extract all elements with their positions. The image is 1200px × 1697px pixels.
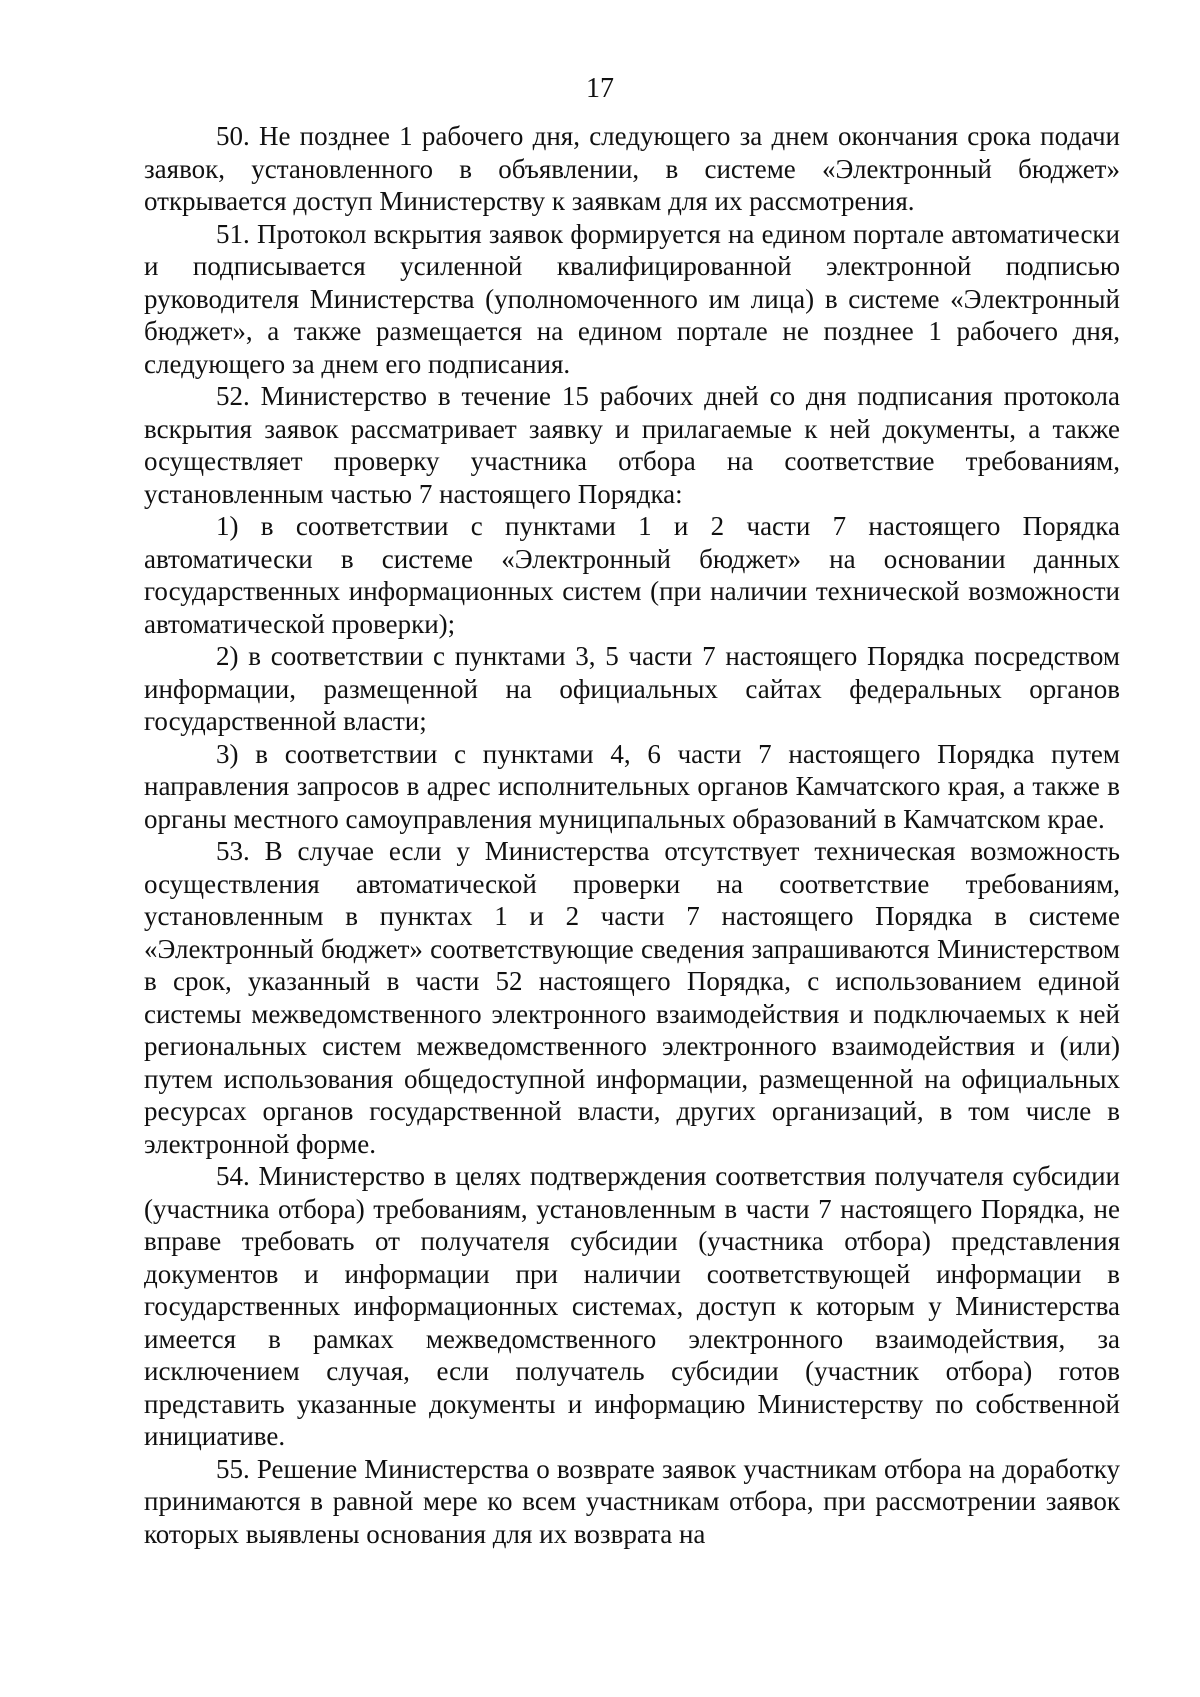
paragraph-54: 54. Министерство в целях подтверждения соответствия получателя субсидии (участника отбора) требованиям, установленным в части 7 настоящего Порядка, не вправе требовать от получателя субсидии (участника отбора) представления документов и информации при наличии соответствующей информации в государственных информационных системах, доступ к которым у Министерства имеется в рамках межведомственного электронного взаимодействия, за исключением случая, если получатель субсидии (участник отбора) готов представить указанные документы и информацию Министерству по собственной инициативе.: [144, 1161, 1120, 1451]
paragraph-55: 55. Решение Министерства о возврате заявок участникам отбора на доработку принимаются в равной мере ко всем участникам отбора, при рассмотрении заявок которых выявлены основания для их возврата на: [144, 1453, 1120, 1549]
paragraph-52-item-2: 2) в соответствии с пунктами 3, 5 части 7 настоящего Порядка посредством информации, размещенной на официальных сайтах федеральных органов государственной власти;: [144, 641, 1120, 736]
page-number: 17: [586, 73, 614, 104]
paragraph-53: 53. В случае если у Министерства отсутствует техническая возможность осуществления автоматической проверки на соответствие требованиям, установленным в пунктах 1 и 2 части 7 настоящего Порядка в системе «Электронный бюджет» соответствующие сведения запрашиваются Министерством в срок, указанный в части 52 настоящего Порядка, с использованием единой системы межведомственного электронного взаимодействия и подключаемых к ней региональных систем межведомственного электронного взаимодействия и (или) путем использования общедоступной информации, размещенной на официальных ресурсах органов государственной власти, других организаций, в том числе в электронной форме.: [144, 836, 1120, 1159]
paragraph-52-item-3: 3) в соответствии с пунктами 4, 6 части 7 настоящего Порядка путем направления запросов в адрес исполнительных органов Камчатского края, а также в органы местного самоуправления муниципальных образований в Камчатском крае.: [144, 738, 1120, 834]
paragraph-52: 52. Министерство в течение 15 рабочих дней со дня подписания протокола вскрытия заявок рассматривает заявку и прилагаемые к ней документы, а также осуществляет проверку участника отбора на соответствие требованиям, установленным частью 7 настоящего Порядка:: [144, 381, 1120, 509]
paragraph-51: 51. Протокол вскрытия заявок формируется на едином портале автоматически и подписывается усиленной квалифицированной электронной подписью руководителя Министерства (уполномоченного им лица) в системе «Электронный бюджет», а также размещается на едином портале не позднее 1 рабочего дня, следующего за днем его подписания.: [144, 218, 1120, 379]
document-body: [144, 120, 1120, 1550]
paragraph-50: 50. Не позднее 1 рабочего дня, следующего за днем окончания срока подачи заявок, установленного в объявлении, в системе «Электронный бюджет» открывается доступ Министерству к заявкам для их рассмотрения.: [144, 121, 1120, 216]
paragraph-52-item-1: 1) в соответствии с пунктами 1 и 2 части 7 настоящего Порядка автоматически в системе «Электронный бюджет» на основании данных государственных информационных систем (при наличии технической возможности автоматической проверки);: [144, 511, 1120, 639]
